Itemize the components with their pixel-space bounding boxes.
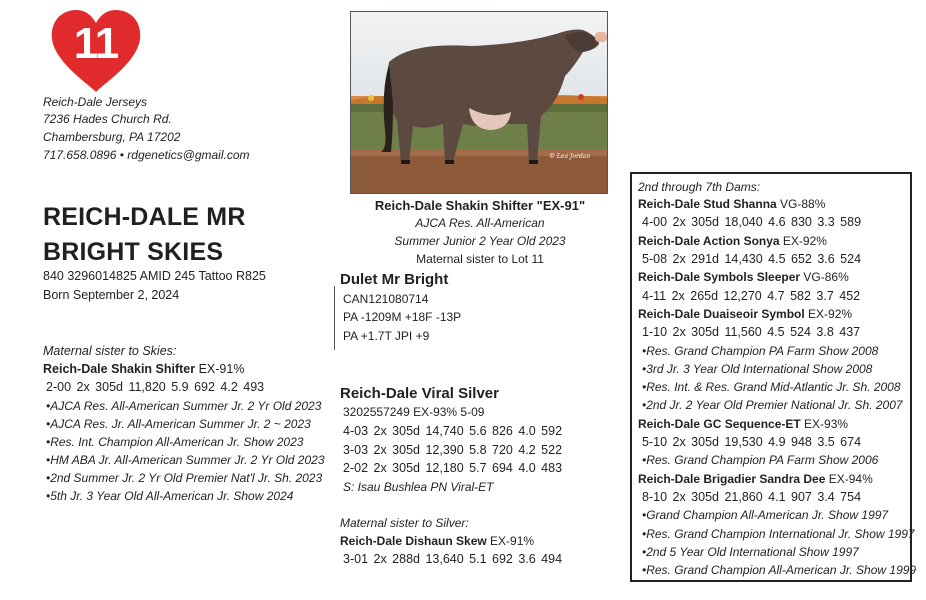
sister-skies-name: Reich-Dale Shakin Shifter <box>43 362 196 376</box>
sister-skies-heading: Maternal sister to Skies: <box>43 344 177 358</box>
dam-name: Reich-Dale Brigadier Sandra Dee <box>638 472 826 486</box>
animal-name-line1: REICH-DALE MR <box>43 203 246 231</box>
dam2-name-line <box>638 197 825 211</box>
sister-skies-note: •2nd Summer Jr. 2 Yr Old Premier Nat'l Jr. Sh. 2023 <box>46 471 323 485</box>
cow-photo <box>350 11 608 194</box>
dam-note: •2nd Jr. 2 Year Old Premier National Jr. Sh. 2007 <box>642 398 903 412</box>
sister-silver-score: EX-91% <box>486 534 535 548</box>
dam-sire-line: S: Isau Bushlea PN Viral-ET <box>343 480 494 494</box>
sister-skies-name-line <box>43 362 244 376</box>
sire-detail: PA +1.7T JPI +9 <box>343 329 430 343</box>
dam-score: EX-92% <box>804 307 853 321</box>
breeder-street: 7236 Hades Church Rd. <box>43 112 172 126</box>
dam6-name-line <box>638 417 848 431</box>
sister-skies-record: 2-00 2x 305d 11,820 5.9 692 4.2 493 <box>46 380 265 394</box>
dam-name: Reich-Dale Duaiseoir Symbol <box>638 307 805 321</box>
sister-skies-score: EX-91% <box>195 362 245 376</box>
dam7-name-line <box>638 472 873 486</box>
dam3-name-line <box>638 234 827 248</box>
dam-note: •Res. Grand Champion PA Farm Show 2006 <box>642 453 879 467</box>
dam-score: EX-93% <box>800 417 849 431</box>
dam-record: 4-11 2x 265d 12,270 4.7 582 3.7 452 <box>642 289 861 303</box>
dam-note: •Res. Int. & Res. Grand Mid-Atlantic Jr. Sh. 2008 <box>642 380 901 394</box>
dam-name: Reich-Dale Stud Shanna <box>638 197 777 211</box>
breeder-city: Chambersburg, PA 17202 <box>43 130 181 144</box>
photo-caption-line: Summer Junior 2 Year Old 2023 <box>394 234 566 248</box>
dam-note: •Res. Grand Champion International Jr. Show 1997 <box>642 527 915 541</box>
photo-caption-line: AJCA Res. All-American <box>415 216 545 230</box>
dam-record: 3-03 2x 305d 12,390 5.8 720 4.2 522 <box>343 443 563 457</box>
sister-skies-note: •AJCA Res. All-American Summer Jr. 2 Yr Old 2023 <box>46 399 322 413</box>
sire-name: Dulet Mr Bright <box>340 271 449 288</box>
sister-skies-note: •5th Jr. 3 Year Old All-American Jr. Show 2024 <box>46 489 294 503</box>
sister-skies-note: •AJCA Res. Jr. All-American Summer Jr. 2 ~ 2023 <box>46 417 311 431</box>
dam-name: Reich-Dale GC Sequence-ET <box>638 417 801 431</box>
breeder-name: Reich-Dale Jerseys <box>43 95 148 109</box>
sire-bracket <box>334 286 335 350</box>
sister-silver-name: Reich-Dale Dishaun Skew <box>340 534 487 548</box>
dam-record: 4-03 2x 305d 14,740 5.6 826 4.0 592 <box>343 424 563 438</box>
dam-score: VG-88% <box>776 197 826 211</box>
sister-skies-note: •Res. Int. Champion All-American Jr. Show 2023 <box>46 435 304 449</box>
animal-name-line2: BRIGHT SKIES <box>43 238 224 266</box>
sire-detail: CAN121080714 <box>343 292 429 306</box>
dam-note: •Res. Grand Champion PA Farm Show 2008 <box>642 344 879 358</box>
dam4-name-line <box>638 270 849 284</box>
dams-heading: 2nd through 7th Dams: <box>638 180 761 194</box>
photo-caption-title: Reich-Dale Shakin Shifter "EX-91" <box>374 198 586 213</box>
lot-number: 11 <box>73 19 119 68</box>
dam-note: •Grand Champion All-American Jr. Show 1997 <box>642 508 889 522</box>
dam-note: •2nd 5 Year Old International Show 1997 <box>642 545 859 559</box>
dam-name: Reich-Dale Action Sonya <box>638 234 780 248</box>
dam-record: 8-10 2x 305d 21,860 4.1 907 3.4 754 <box>642 490 862 504</box>
dam-record: 5-10 2x 305d 19,530 4.9 948 3.5 674 <box>642 435 862 449</box>
sister-silver-heading: Maternal sister to Silver: <box>340 516 469 530</box>
dam-name: Reich-Dale Viral Silver <box>340 385 499 402</box>
dam-record: 5-08 2x 291d 14,430 4.5 652 3.6 524 <box>642 252 862 266</box>
photo-caption-line: Maternal sister to Lot 11 <box>416 252 544 266</box>
dam5-name-line <box>638 307 852 321</box>
photo-watermark: © Lea Jordan <box>549 153 591 160</box>
sister-silver-name-line <box>340 534 534 548</box>
dam-note: •Res. Grand Champion All-American Jr. Show 1999 <box>642 563 917 577</box>
sire-detail: PA -1209M +18F -13P <box>343 310 462 324</box>
breeder-contact: 717.658.0896 • rdgenetics@gmail.com <box>43 148 250 162</box>
dam-record: 1-10 2x 305d 11,560 4.5 524 3.8 437 <box>642 325 861 339</box>
dam-record: 4-00 2x 305d 18,040 4.6 830 3.3 589 <box>642 215 862 229</box>
dam-id-line: 3202557249 EX-93% 5-09 <box>343 405 485 419</box>
jersey-cow-image <box>351 12 607 193</box>
animal-ids: 840 3296014825 AMID 245 Tattoo R825 <box>43 269 266 283</box>
dam-name: Reich-Dale Symbols Sleeper <box>638 270 801 284</box>
animal-born: Born September 2, 2024 <box>43 288 180 302</box>
dam-note: •3rd Jr. 3 Year Old International Show 2008 <box>642 362 873 376</box>
dam-score: EX-94% <box>825 472 873 486</box>
sister-skies-note: •HM ABA Jr. All-American Summer Jr. 2 Yr Old 2023 <box>46 453 325 467</box>
dam-score: EX-92% <box>779 234 827 248</box>
dam-record: 2-02 2x 305d 12,180 5.7 694 4.0 483 <box>343 461 563 475</box>
sister-silver-record: 3-01 2x 288d 13,640 5.1 692 3.6 494 <box>343 552 563 566</box>
dam-score: VG-86% <box>800 270 849 284</box>
